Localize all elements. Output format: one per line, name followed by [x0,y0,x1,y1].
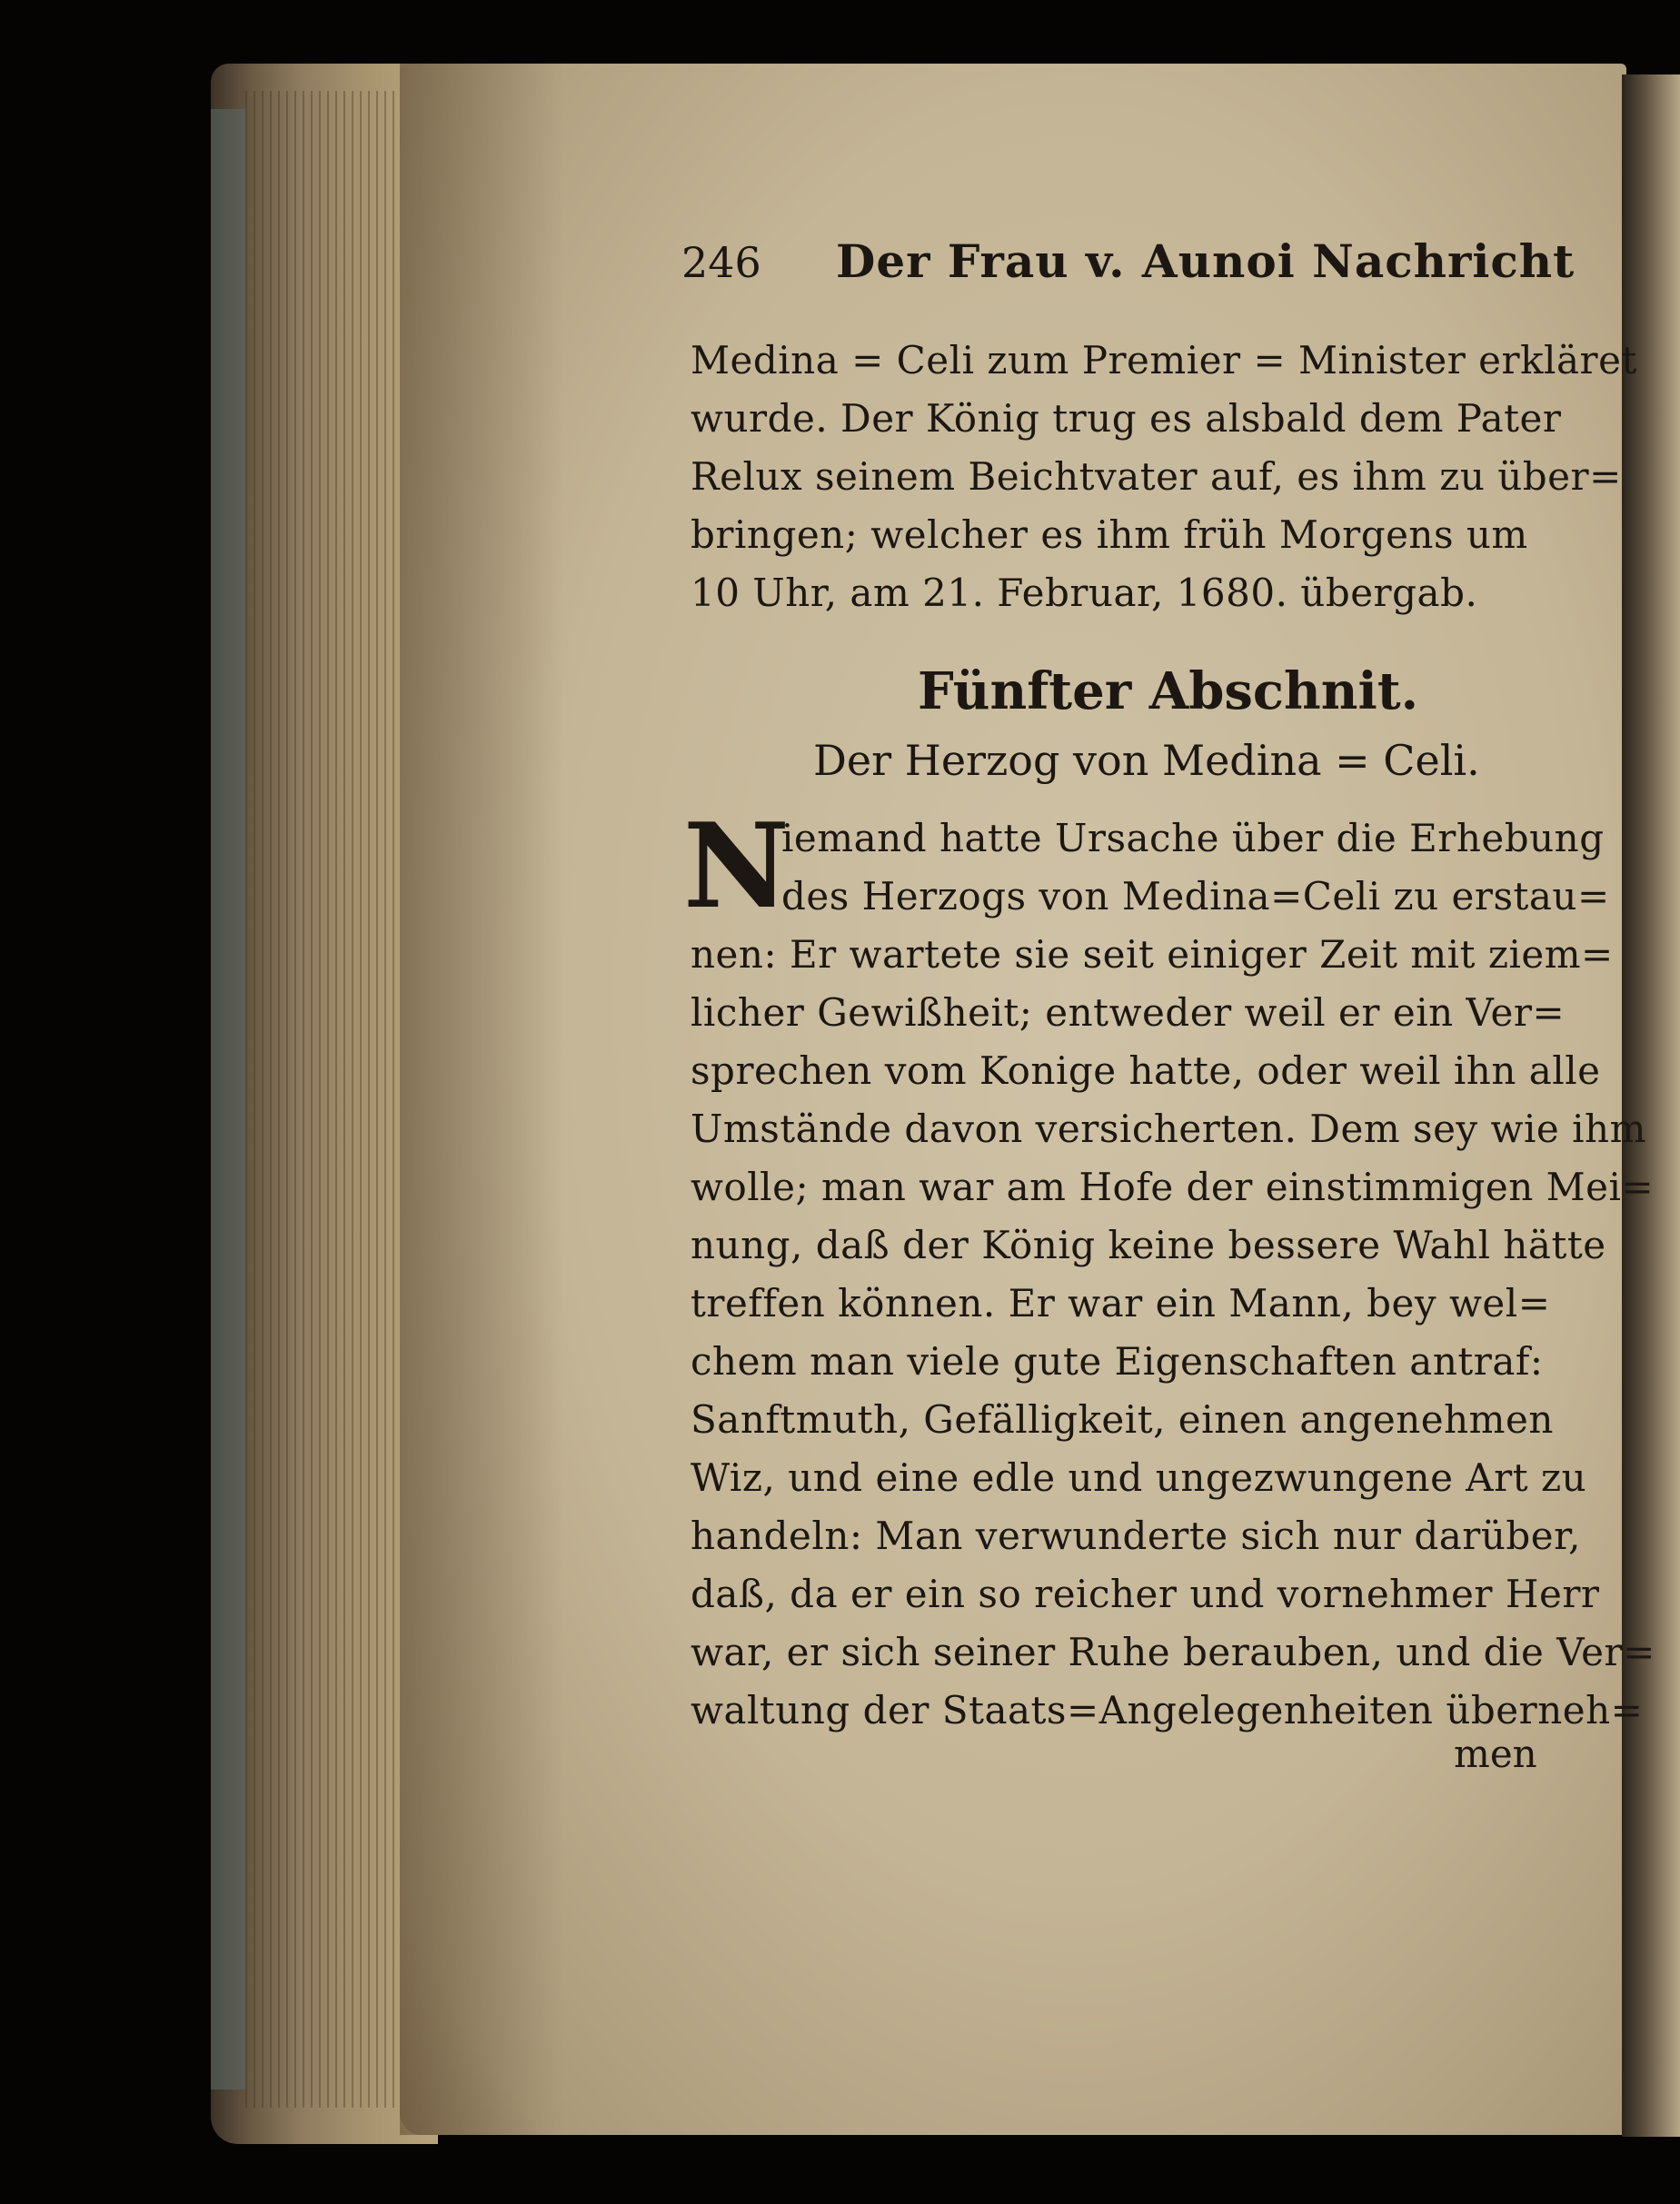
body-line-13: handeln: Man verwunderte sich nur darüber, [691,1514,1581,1558]
intro-line-4: bringen; welcher es ihm früh Morgens um [691,512,1528,557]
body-line-1: iemand hatte Ursache über die Erhebung [781,816,1605,860]
intro-line-2: wurde. Der König trug es alsbald dem Pater [691,396,1562,441]
drop-cap: N [683,799,790,935]
body-line-9: treffen können. Er war ein Mann, bey wel= [691,1281,1551,1325]
intro-line-3: Relux seinem Beichtvater auf, es ihm zu über= [691,454,1622,499]
body-line-10: chem man viele gute Eigenschaften antraf: [691,1339,1544,1384]
body-line-12: Wiz, und eine edle und ungezwungene Art zu [691,1455,1587,1500]
body-line-15: war, er sich seiner Ruhe berauben, und die Ver= [691,1630,1655,1674]
running-title: Der Frau v. Aunoi Nachricht [836,234,1576,288]
book-spine [211,109,245,2090]
body-line-6: Umstände davon versicherten. Dem sey wie ihm [691,1107,1646,1151]
gutter-shadow [400,64,563,2135]
body-line-4: licher Gewißheit; entweder weil er ein Ver= [691,990,1566,1035]
facing-page-edge [1622,74,1680,2137]
section-subheading: Der Herzog von Medina = Celi. [813,736,1480,785]
body-line-11: Sanftmuth, Gefälligkeit, einen angenehmen [691,1397,1554,1442]
body-line-14: daß, da er ein so reicher und vornehmer Herr [691,1572,1600,1616]
body-line-3: nen: Er wartete sie seit einiger Zeit mit ziem= [691,932,1614,977]
intro-line-5: 10 Uhr, am 21. Februar, 1680. übergab. [691,571,1478,615]
body-line-2: des Herzogs von Medina=Celi zu erstau= [781,874,1610,918]
section-heading: Fünfter Abschnit. [918,661,1419,721]
body-line-5: sprechen vom Konige hatte, oder weil ihn alle [691,1048,1601,1093]
body-line-16: waltung der Staats=Angelegenheiten überneh= [691,1688,1644,1732]
body-line-7: wolle; man war am Hofe der einstimmigen Mei= [691,1165,1655,1209]
body-line-8: nung, daß der König keine bessere Wahl hätte [691,1223,1606,1267]
catchword: men [1454,1732,1537,1776]
intro-line-1: Medina = Celi zum Premier = Minister erkläret [691,338,1637,382]
page-number: 246 [681,238,761,287]
